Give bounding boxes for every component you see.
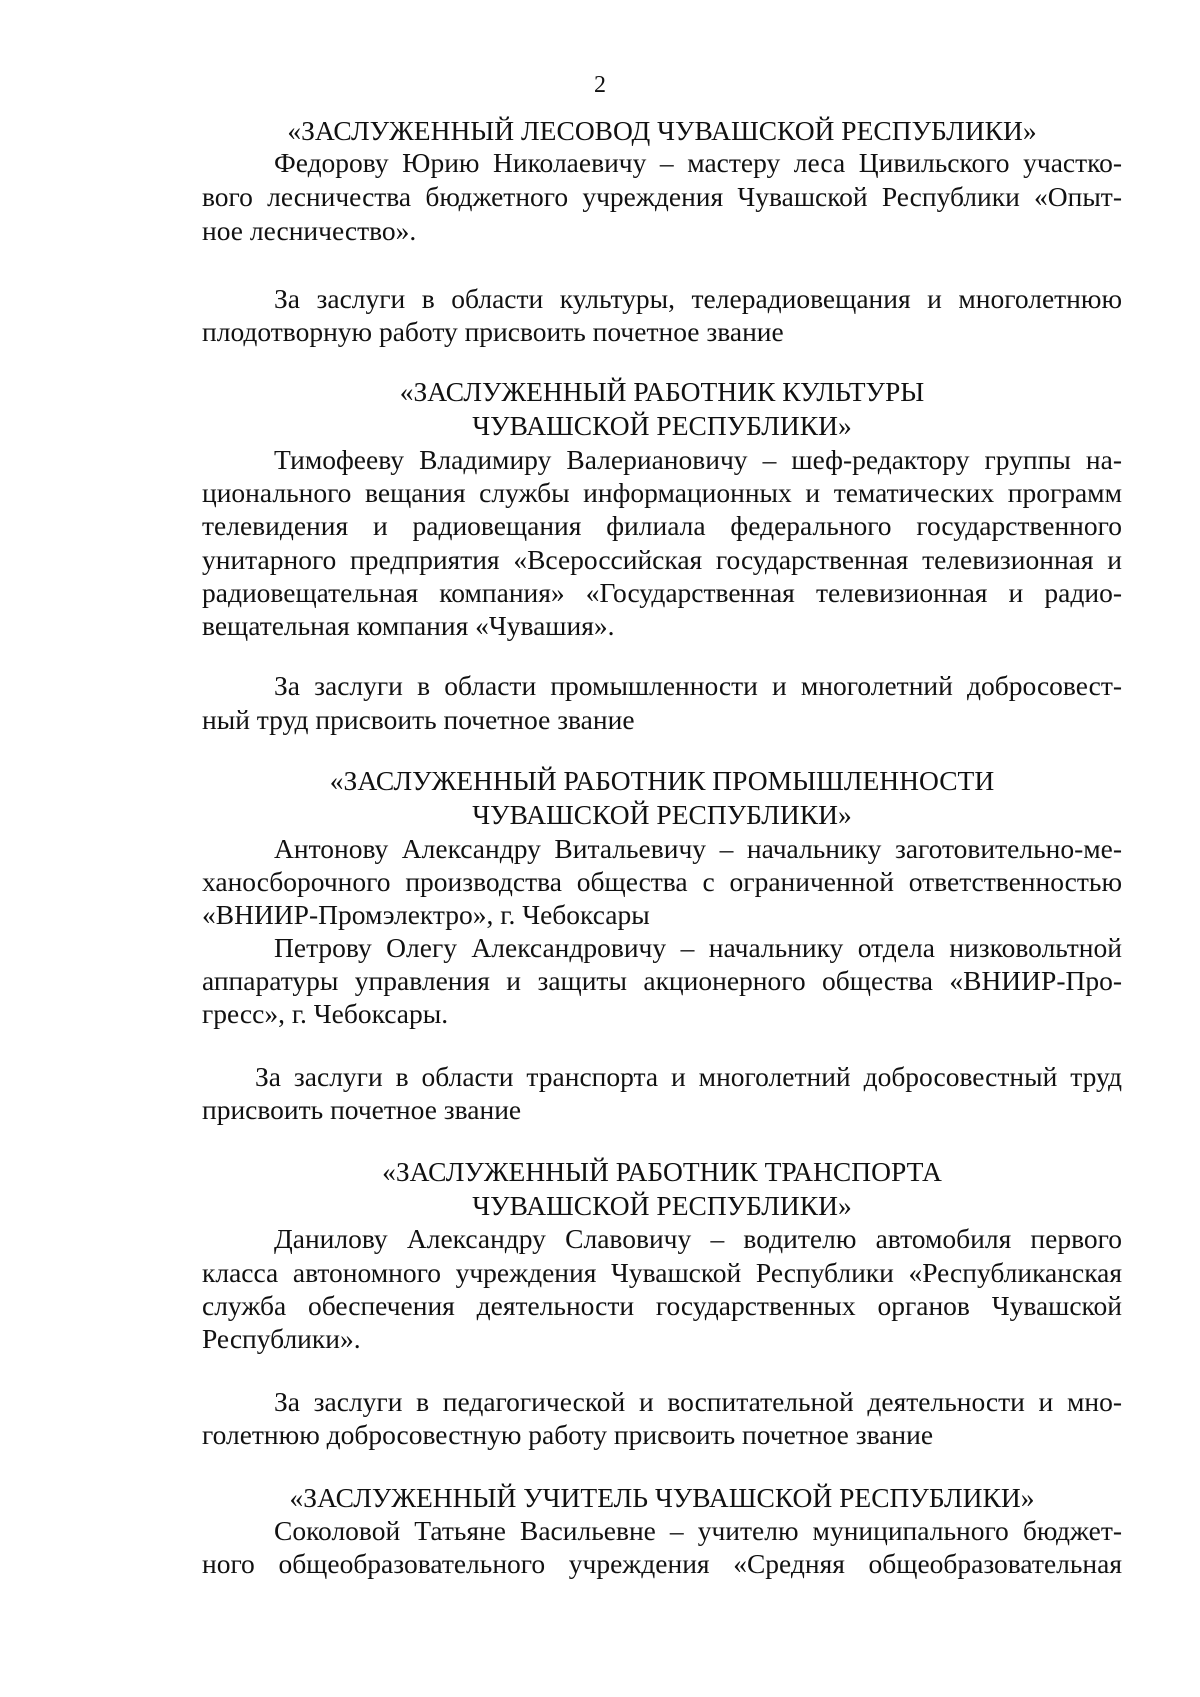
award-title: «ЗАСЛУЖЕННЫЙ УЧИТЕЛЬ ЧУВАШСКОЙ РЕСПУБЛИКИ»	[289, 1482, 1035, 1513]
awardee-text: Федорову Юрию Николаевичу – мастеру леса Цивильского участко-	[274, 147, 1122, 178]
awardee-text: Антонову Александру Витальевичу – начальнику заготовительно-ме-	[274, 833, 1122, 864]
intro-text: За заслуги в педагогической и воспитательной деятельности и мно-	[274, 1386, 1122, 1417]
awardee-text: «ВНИИР-Промэлектро», г. Чебоксары	[202, 899, 650, 930]
awardee-text: унитарного предприятия «Всероссийская государственная телевизионная и	[202, 544, 1122, 575]
awardee-text: служба обеспечения деятельности государственных органов Чувашской	[202, 1290, 1122, 1321]
intro-text: ный труд присвоить почетное звание	[202, 704, 635, 735]
intro-text: плодотворную работу присвоить почетное звание	[202, 316, 784, 347]
awardee-text: вого лесничества бюджетного учреждения Чувашской Республики «Опыт-	[202, 181, 1122, 212]
award-title: «ЗАСЛУЖЕННЫЙ РАБОТНИК КУЛЬТУРЫ	[399, 376, 925, 407]
awardee-text: гресс», г. Чебоксары.	[202, 998, 449, 1029]
award-title: «ЗАСЛУЖЕННЫЙ ЛЕСОВОД ЧУВАШСКОЙ РЕСПУБЛИКИ»	[287, 115, 1037, 146]
award-title: «ЗАСЛУЖЕННЫЙ РАБОТНИК ТРАНСПОРТА	[382, 1156, 942, 1187]
awardee-text: класса автономного учреждения Чувашской Республики «Республиканская	[202, 1257, 1122, 1288]
award-title: «ЗАСЛУЖЕННЫЙ РАБОТНИК ПРОМЫШЛЕННОСТИ	[329, 765, 995, 796]
intro-text: За заслуги в области промышленности и многолетний добросовест-	[274, 670, 1122, 701]
awardee-text: ханосборочного производства общества с ограниченной ответственностью	[202, 866, 1122, 897]
awardee-text: ционального вещания службы информационных и тематических программ	[202, 477, 1122, 508]
award-title: ЧУВАШСКОЙ РЕСПУБЛИКИ»	[472, 799, 852, 830]
awardee-text: Республики».	[202, 1323, 361, 1354]
intro-text: За заслуги в области культуры, телерадиовещания и многолетнюю	[274, 283, 1122, 314]
intro-text: присвоить почетное звание	[202, 1094, 522, 1125]
intro-text: голетнюю добросовестную работу присвоить почетное звание	[202, 1419, 934, 1450]
award-title: ЧУВАШСКОЙ РЕСПУБЛИКИ»	[472, 410, 852, 441]
intro-text: За заслуги в области транспорта и многолетний добросовестный труд	[255, 1061, 1122, 1092]
awardee-text: Соколовой Татьяне Васильевне – учителю муниципального бюджет-	[274, 1515, 1122, 1546]
awardee-text: радиовещательная компания» «Государственная телевизионная и радио-	[202, 577, 1122, 608]
awardee-text: ного общеобразовательного учреждения «Средняя общеобразовательная	[202, 1548, 1122, 1579]
awardee-text: вещательная компания «Чувашия».	[202, 610, 615, 641]
page-number: 2	[594, 72, 606, 98]
awardee-text: ное лесничество».	[202, 215, 417, 246]
awardee-text: Тимофееву Владимиру Валериановичу – шеф-редактору группы на-	[274, 444, 1122, 475]
awardee-text: Петрову Олегу Александровичу – начальнику отдела низковольтной	[274, 932, 1122, 963]
awardee-text: Данилову Александру Славовичу – водителю автомобиля первого	[274, 1223, 1122, 1254]
award-title: ЧУВАШСКОЙ РЕСПУБЛИКИ»	[472, 1190, 852, 1221]
awardee-text: аппаратуры управления и защиты акционерного общества «ВНИИР-Про-	[202, 965, 1122, 996]
awardee-text: телевидения и радиовещания филиала федерального государственного	[202, 510, 1122, 541]
